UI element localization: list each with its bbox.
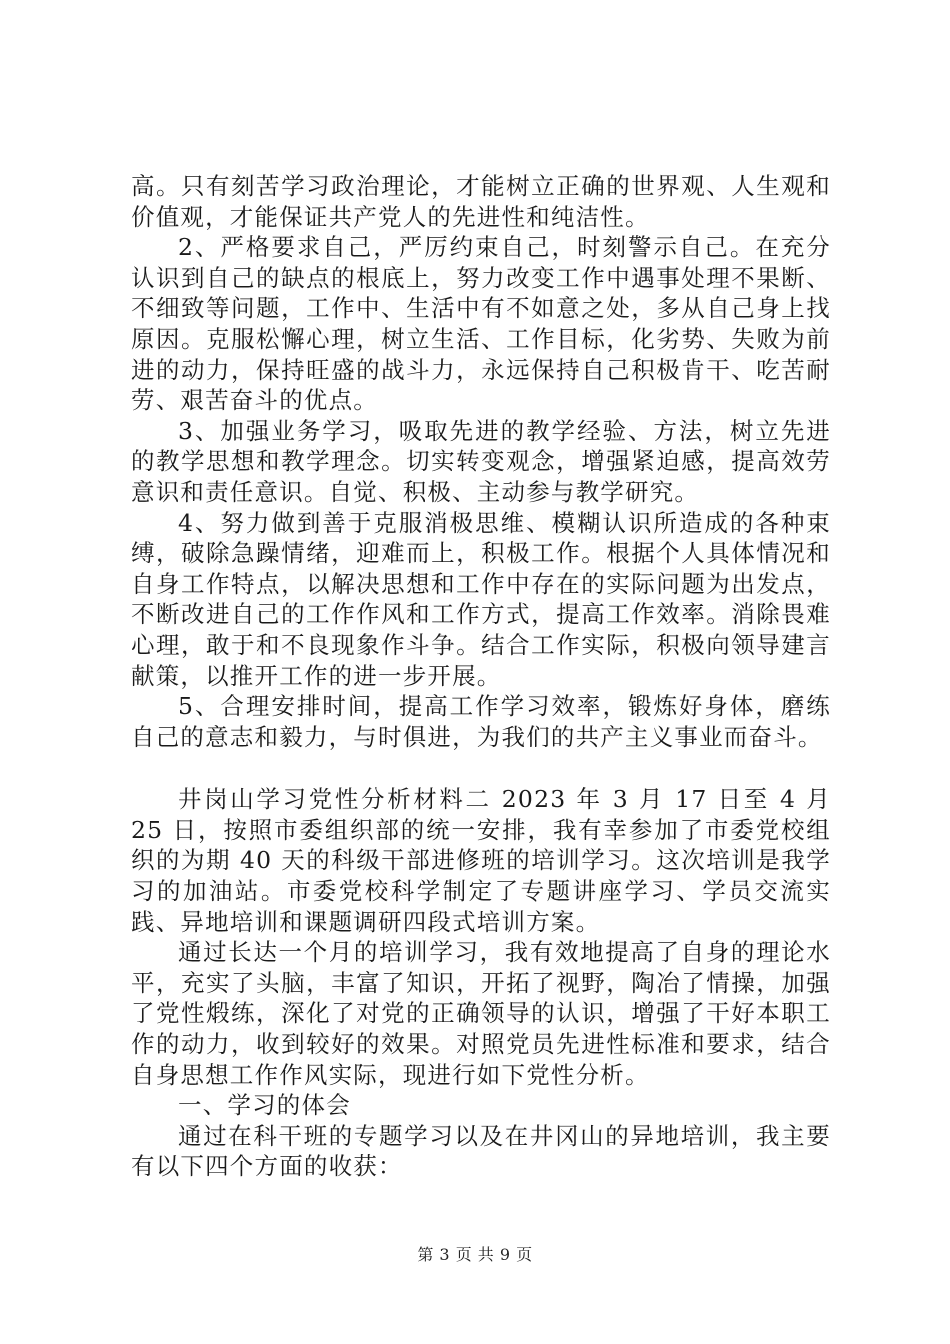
paragraph-material-two-intro: 井岗山学习党性分析材料二 2023 年 3 月 17 日至 4 月 25 日，按照市委组织部的统一安排，我有幸参加了市委党校组织的为期 40 天的科级干部进修班的培训学习。这次培训是我学习的加油站。市委党校科学制定了专题讲座学习、学员交流实践、异地培训和课题调研四段式培训方案。 bbox=[131, 785, 840, 936]
paragraph-item-5: 5、合理安排时间，提高工作学习效率，锻炼好身体，磨练自己的意志和毅力，与时俱进，为我们的共产主义事业而奋斗。 bbox=[131, 692, 831, 751]
paragraph-continuation: 高。只有刻苦学习政治理论，才能树立正确的世界观、人生观和价值观，才能保证共产党人的先进性和纯洁性。 bbox=[131, 172, 831, 231]
section-heading-learning: 一、学习的体会 bbox=[178, 1091, 351, 1120]
paragraph-item-3: 3、加强业务学习，吸取先进的教学经验、方法，树立先进的教学思想和教学理念。切实转变观念，增强紧迫感，提高效劳意识和责任意识。自觉、积极、主动参与教学研究。 bbox=[131, 416, 831, 506]
paragraph-training-results: 通过长达一个月的培训学习，我有效地提高了自身的理论水平，充实了头脑，丰富了知识，开拓了视野，陶冶了情操，加强了党性煅练，深化了对党的正确领导的认识，增强了干好本职工作的动力，收到较好的效果。对照党员先进性标准和要求，结合自身思想工作作风实际，现进行如下党性分析。 bbox=[131, 938, 831, 1089]
page-number-footer: 第 3 页 共 9 页 bbox=[417, 1245, 533, 1264]
section-gap bbox=[131, 752, 831, 784]
paragraph-item-2: 2、严格要求自己，严厉约束自己，时刻警示自己。在充分认识到自己的缺点的根底上，努力改变工作中遇事处理不果断、不细致等问题，工作中、生活中有不如意之处，多从自己身上找原因。克服松懈心理，树立生活、工作目标，化劣势、失败为前进的动力，保持旺盛的战斗力，永远保持自己积极肯干、吃苦耐劳、艰苦奋斗的优点。 bbox=[131, 233, 831, 415]
paragraph-harvest-intro: 通过在科干班的专题学习以及在井冈山的异地培训，我主要有以下四个方面的收获： bbox=[131, 1121, 831, 1181]
paragraph-item-4: 4、努力做到善于克服消极思维、模糊认识所造成的各种束缚，破除急躁情绪，迎难而上，积极工作。根据个人具体情况和自身工作特点，以解决思想和工作中存在的实际问题为出发点，不断改进自己的工作作风和工作方式，提高工作效率。消除畏难心理，敢于和不良现象作斗争。结合工作实际，积极向领导建言献策，以推开工作的进一步开展。 bbox=[131, 508, 831, 690]
document-body bbox=[131, 171, 840, 1182]
